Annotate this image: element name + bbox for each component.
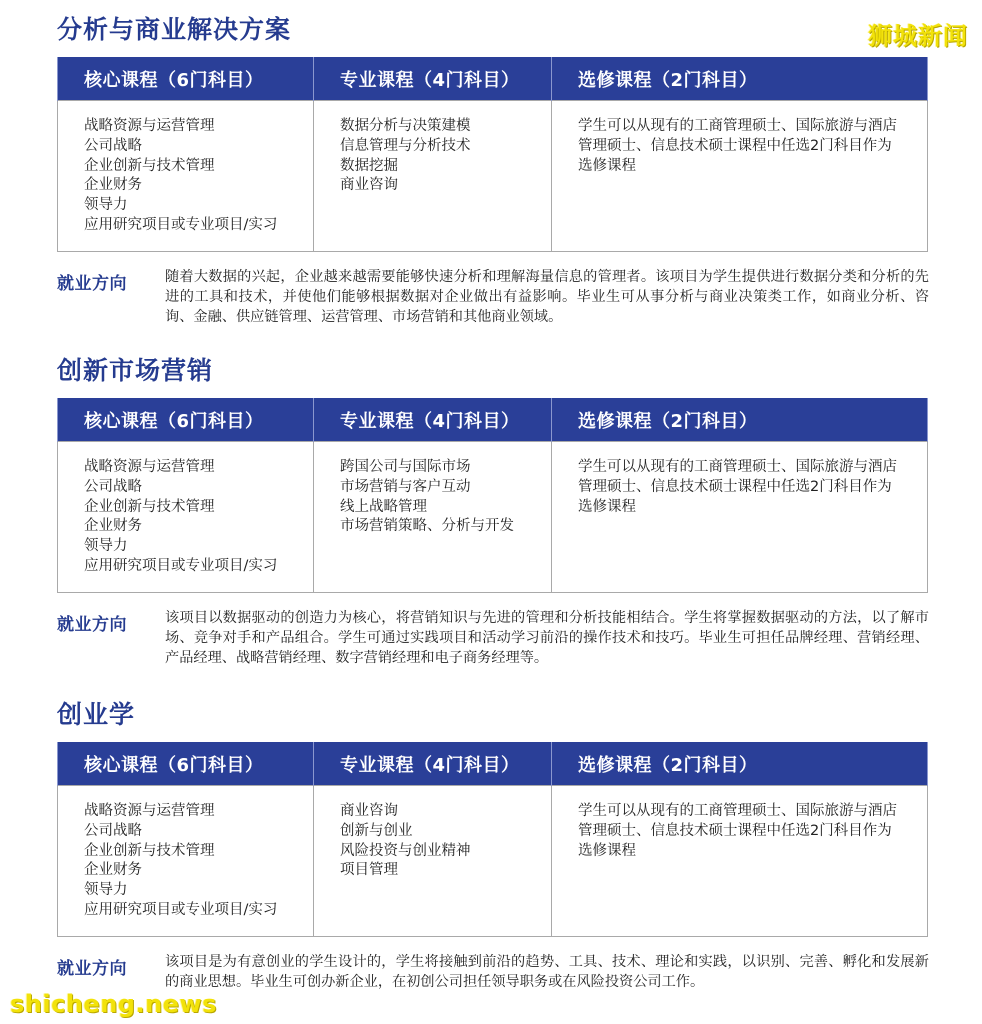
header-specialized-courses: 专业课程（4门科目）: [314, 398, 552, 442]
watermark-top: 狮城新闻: [868, 22, 968, 50]
list-item: 企业财务: [84, 177, 142, 194]
table-header-row: [58, 742, 928, 786]
list-item: 企业创新与技术管理: [84, 842, 215, 859]
course-table: [57, 57, 928, 252]
career-label: 就业方向: [57, 959, 127, 979]
list-item: 跨国公司与国际市场: [340, 459, 471, 475]
course-table: [57, 398, 928, 593]
list-item: 市场营销与客户互动: [340, 478, 471, 495]
list-item: 市场营销策略、分析与开发: [340, 518, 514, 535]
specialized-course-list: [314, 442, 552, 593]
list-item: 公司战略: [84, 822, 142, 839]
list-item: 信息管理与分析技术: [340, 137, 471, 154]
section-title: 创业学: [57, 700, 136, 729]
list-item: 战略资源与运营管理: [84, 803, 215, 819]
career-label: 就业方向: [57, 615, 127, 635]
career-description: 随着大数据的兴起，企业越来越需要能够快速分析和理解海量信息的管理者。该项目为学生提供进行数据分类和分析的先进的工具和技术，并使他们能够根据数据对企业做出有益影响。毕业生可从事分析与商业决策类工作，如商业分析、咨询、金融、供应链管理、运营管理、市场营销和其他商业领域。: [165, 269, 929, 325]
table-row: [58, 786, 928, 937]
list-item: 企业财务: [84, 518, 142, 535]
core-course-list: [58, 786, 314, 937]
list-item: 应用研究项目或专业项目/实习: [84, 557, 278, 574]
list-item: 领导力: [84, 882, 128, 899]
list-item: 领导力: [84, 197, 128, 214]
list-item: 战略资源与运营管理: [84, 118, 215, 134]
watermark-bottom: shicheng.news: [10, 990, 217, 1018]
elective-description: 学生可以从现有的工商管理硕士、国际旅游与酒店管理硕士、信息技术硕士课程中任选2门科目作为选修课程: [578, 803, 897, 859]
header-elective-courses: 选修课程（2门科目）: [552, 398, 928, 442]
list-item: 数据挖掘: [340, 157, 398, 174]
table-row: [58, 442, 928, 593]
table-header-row: [58, 398, 928, 442]
list-item: 数据分析与决策建模: [340, 118, 471, 134]
program-section-entrepreneurship: [0, 698, 982, 998]
elective-description: 学生可以从现有的工商管理硕士、国际旅游与酒店管理硕士、信息技术硕士课程中任选2门科目作为选修课程: [578, 118, 897, 174]
specialized-course-list: [314, 786, 552, 937]
list-item: 公司战略: [84, 478, 142, 495]
header-specialized-courses: 专业课程（4门科目）: [314, 742, 552, 786]
program-section-analytics: [0, 13, 982, 333]
course-table: [57, 742, 928, 937]
list-item: 商业咨询: [340, 803, 398, 819]
elective-description: 学生可以从现有的工商管理硕士、国际旅游与酒店管理硕士、信息技术硕士课程中任选2门科目作为选修课程: [578, 459, 897, 515]
list-item: 领导力: [84, 538, 128, 555]
program-section-marketing: [0, 354, 982, 674]
list-item: 风险投资与创业精神: [340, 842, 471, 859]
core-course-list: [58, 442, 314, 593]
list-item: 企业创新与技术管理: [84, 498, 215, 515]
list-item: 企业财务: [84, 862, 142, 879]
list-item: 企业创新与技术管理: [84, 157, 215, 174]
specialized-course-list: [314, 101, 552, 252]
career-description: 该项目是为有意创业的学生设计的，学生将接触到前沿的趋势、工具、技术、理论和实践，以识别、完善、孵化和发展新的商业思想。毕业生可创办新企业，在初创公司担任领导职务或在风险投资公司工作。: [165, 954, 929, 990]
table-row: [58, 101, 928, 252]
career-label: 就业方向: [57, 274, 127, 294]
header-elective-courses: 选修课程（2门科目）: [552, 742, 928, 786]
elective-course-info: [552, 786, 928, 937]
table-header-row: [58, 57, 928, 101]
header-core-courses: 核心课程（6门科目）: [58, 57, 314, 101]
header-elective-courses: 选修课程（2门科目）: [552, 57, 928, 101]
header-specialized-courses: 专业课程（4门科目）: [314, 57, 552, 101]
list-item: 应用研究项目或专业项目/实习: [84, 216, 278, 233]
core-course-list: [58, 101, 314, 252]
list-item: 商业咨询: [340, 177, 398, 194]
header-core-courses: 核心课程（6门科目）: [58, 398, 314, 442]
section-title: 创新市场营销: [57, 356, 214, 385]
elective-course-info: [552, 442, 928, 593]
list-item: 创新与创业: [340, 822, 413, 839]
career-description: 该项目以数据驱动的创造力为核心，将营销知识与先进的管理和分析技能相结合。学生将掌握数据驱动的方法，以了解市场、竞争对手和产品组合。学生可通过实践项目和活动学习前沿的操作技术和技巧。毕业生可担任品牌经理、营销经理、产品经理、战略营销经理、数字营销经理和电子商务经理等。: [165, 610, 929, 666]
list-item: 应用研究项目或专业项目/实习: [84, 901, 278, 918]
list-item: 项目管理: [340, 862, 398, 879]
elective-course-info: [552, 101, 928, 252]
header-core-courses: 核心课程（6门科目）: [58, 742, 314, 786]
section-title: 分析与商业解决方案: [57, 15, 292, 44]
list-item: 战略资源与运营管理: [84, 459, 215, 475]
list-item: 线上战略管理: [340, 498, 427, 515]
list-item: 公司战略: [84, 137, 142, 154]
